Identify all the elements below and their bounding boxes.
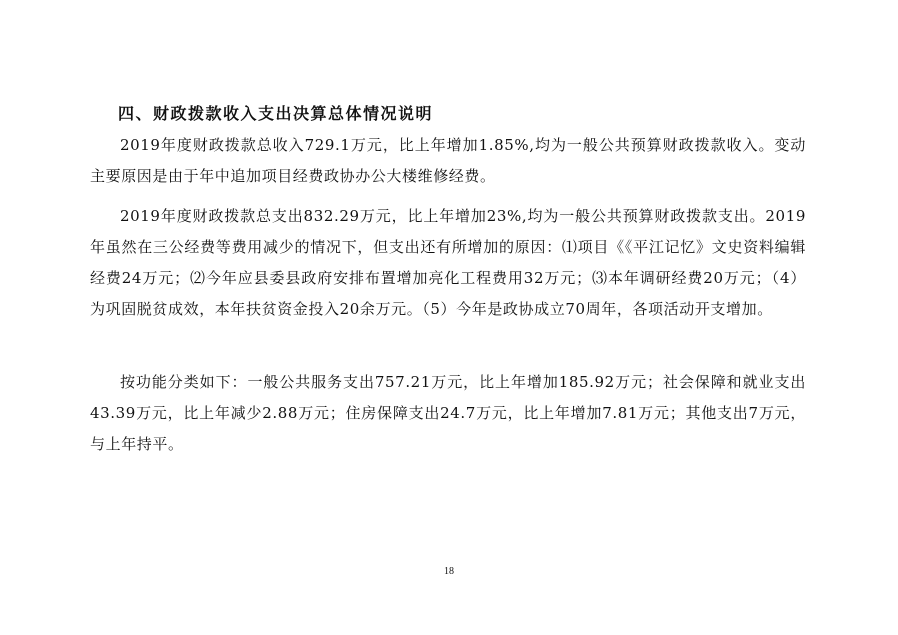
page-number: 18 [444, 566, 454, 577]
paragraph-expenditure: 2019年度财政拨款总支出832.29万元，比上年增加23%,均为一般公共预算财政拨款支出。2019年虽然在三公经费等费用减少的情况下，但支出还有所增加的原因：⑴项目《《平江记忆》文史资料编辑经费24万元；⑵今年应县委县政府安排布置增加亮化工程费用32万元；⑶本年调研经费20万元；（4）为巩固脱贫成效，本年扶贫资金投入20余万元。（5）今年是政协成立70周年，各项活动开支增加。 [90, 207, 806, 318]
section-heading: 四、财政拨款收入支出决算总体情况说明 [118, 104, 434, 123]
paragraph-income: 2019年度财政拨款总收入729.1万元，比上年增加1.85%,均为一般公共预算财政拨款收入。变动主要原因是由于年中追加项目经费政协办公大楼维修经费。 [90, 136, 806, 185]
paragraph-function-classification: 按功能分类如下：一般公共服务支出757.21万元，比上年增加185.92万元；社会保障和就业支出43.39万元，比上年减少2.88万元；住房保障支出24.7万元，比上年增加7.81万元；其他支出7万元，与上年持平。 [90, 373, 806, 453]
